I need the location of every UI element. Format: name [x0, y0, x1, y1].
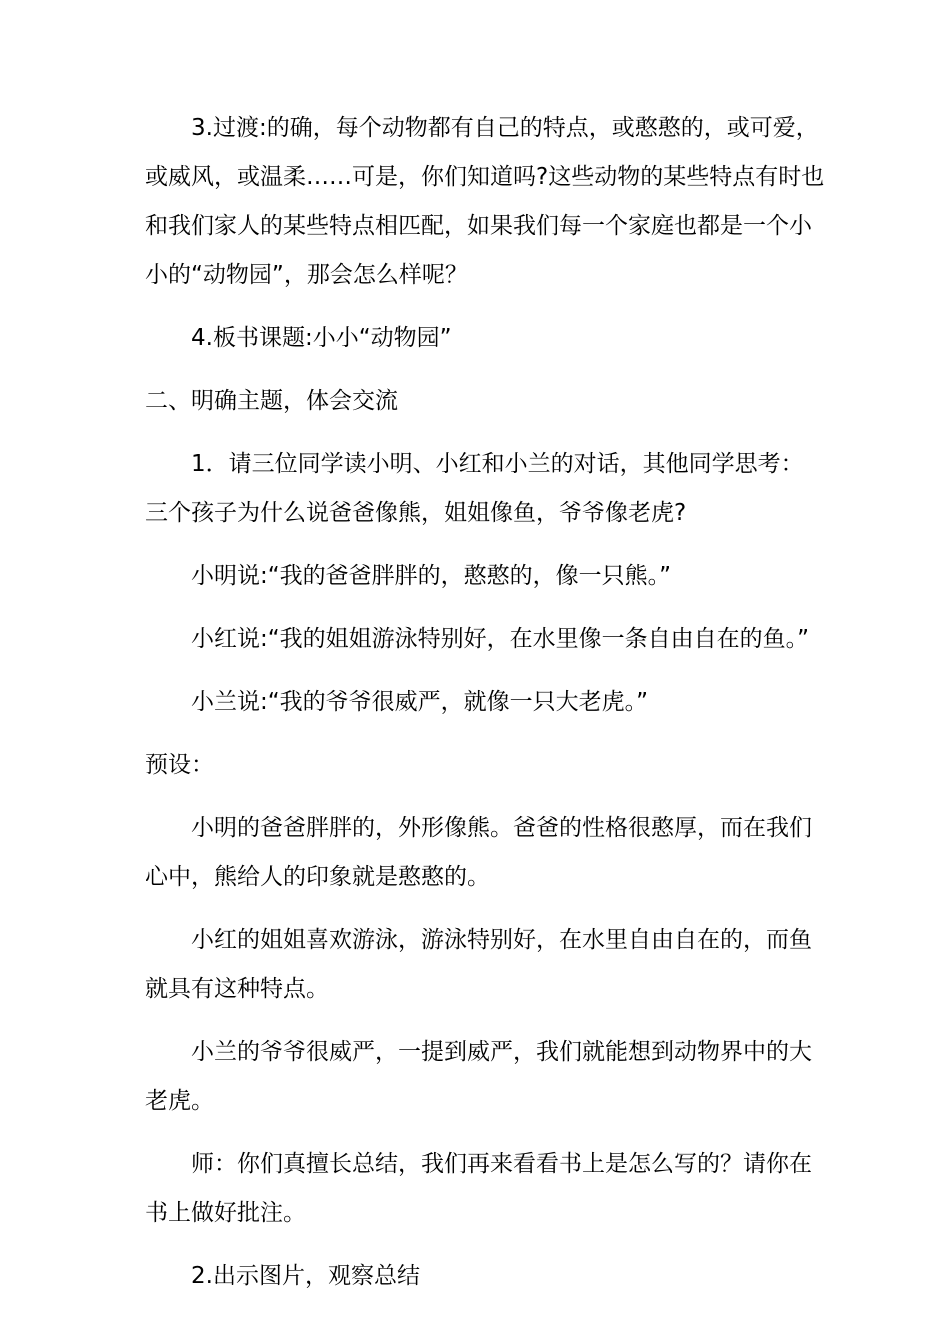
paragraph-transition: 3.过渡:的确，每个动物都有自己的特点，或憨憨的，或可爱，或威风，或温柔……可是，你们知道吗?这些动物的某些特点有时也和我们家人的某些特点相匹配，如果我们每一个家庭也都是一个小小的“动物园”，那会怎么样呢？	[145, 115, 825, 288]
section-heading: 二、明确主题，体会交流	[145, 388, 398, 414]
paragraph-blackboard-title: 4.板书课题:小小“动物园”	[191, 325, 452, 351]
preset-label: 预设：	[145, 752, 214, 778]
preset-xiaoming: 小明的爸爸胖胖的，外形像熊。爸爸的性格很憨厚，而在我们心中，熊给人的印象就是憨憨的。	[145, 815, 812, 890]
dialogue-xiaohong: 小红说:“我的姐姐游泳特别好，在水里像一条自由自在的鱼。”	[191, 626, 810, 652]
preset-xiaohong: 小红的姐姐喜欢游泳，游泳特别好，在水里自由自在的，而鱼就具有这种特点。	[145, 927, 812, 1002]
paragraph-show-pictures: 2.出示图片，观察总结	[191, 1263, 420, 1289]
paragraph-reading-task: 1．请三位同学读小明、小红和小兰的对话，其他同学思考：三个孩子为什么说爸爸像熊，姐姐像鱼，爷爷像老虎?	[145, 451, 804, 526]
dialogue-xiaoming: 小明说:“我的爸爸胖胖的，憨憨的，像一只熊。”	[191, 563, 672, 589]
preset-xiaolan: 小兰的爷爷很威严，一提到威严，我们就能想到动物界中的大老虎。	[145, 1039, 812, 1114]
document-body	[145, 104, 825, 1315]
teacher-remark: 师：你们真擅长总结，我们再来看看书上是怎么写的？请你在书上做好批注。	[145, 1151, 812, 1226]
dialogue-xiaolan: 小兰说:“我的爷爷很威严，就像一只大老虎。”	[191, 689, 649, 715]
